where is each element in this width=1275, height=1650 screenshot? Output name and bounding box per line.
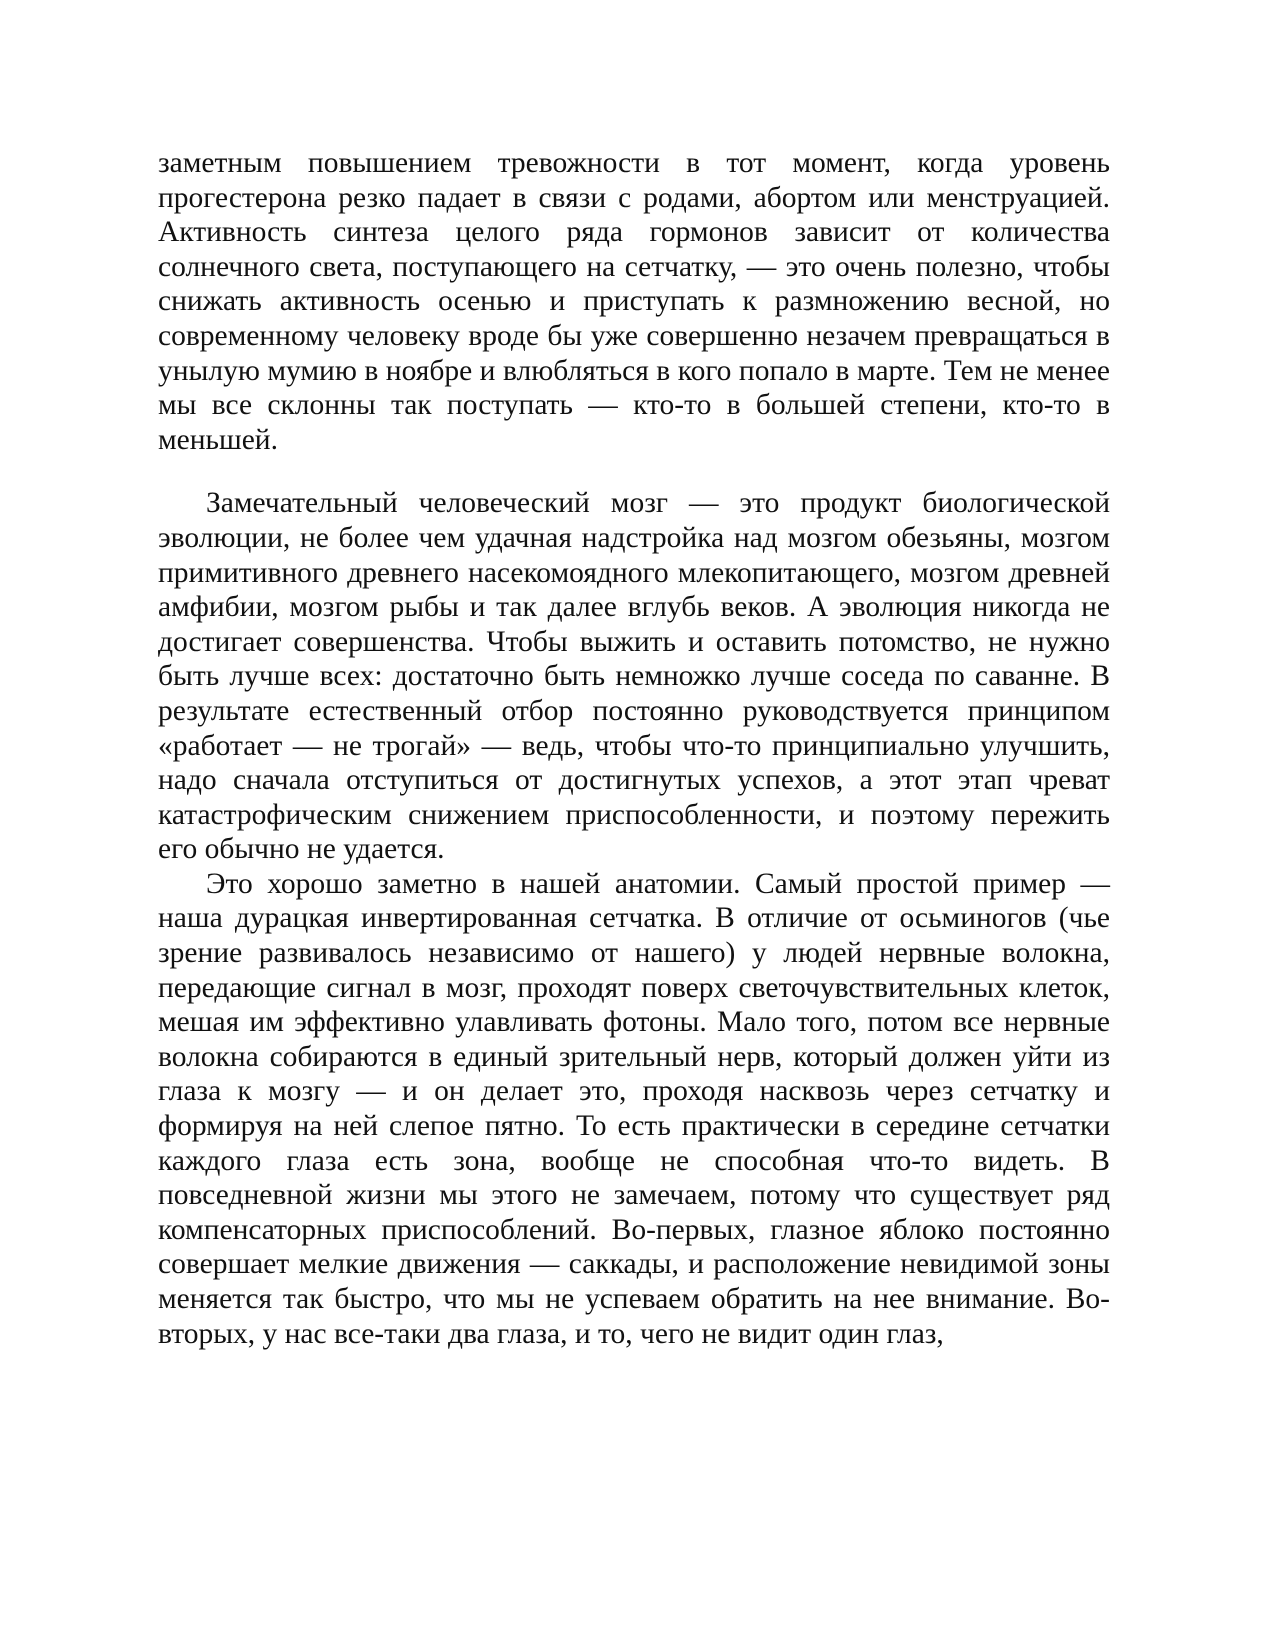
paragraph-1: заметным повышением тревожности в тот момент, когда уровень прогестерона резко падает в связи с родами, абортом или менструацией. Активность синтеза целого ряда гормонов зависит от количества солнечного света, поступающего на сетчатку, — это очень полезно, чтобы снижать активность осенью и приступать к размножению весной, но современному человеку вроде бы уже совершенно незачем превращаться в унылую мумию в ноябре и влюбляться в кого попало в марте. Тем не менее мы все склонны так поступать — кто-то в большей степени, кто-то в меньшей. [158, 147, 1110, 456]
paragraph-spacer [158, 457, 1110, 486]
paragraph-2: Замечательный человеческий мозг — это продукт биологической эволюции, не более чем удачная надстройка над мозгом обезьяны, мозгом примитивного древнего насекомоядного млекопитающего, мозгом древней амфибии, мозгом рыбы и так далее вглубь веков. А эволюция никогда не достигает совершенства. Чтобы выжить и оставить потомство, не нужно быть лучше всех: достаточно быть немножко лучше соседа по саванне. В результате естественный отбор постоянно руководствуется принципом «работает — не трогай» — ведь, чтобы что-то принципиально улучшить, надо сначала отступиться от достигнутых успехов, а этот этап чреват катастрофическим снижением приспособленности, и поэтому пережить его обычно не удается. [158, 487, 1110, 866]
body-text [158, 146, 1110, 1351]
paragraph-3: Это хорошо заметно в нашей анатомии. Самый простой пример — наша дурацкая инвертированная сетчатка. В отличие от осьминогов (чье зрение развивалось независимо от нашего) у людей нервные волокна, передающие сигнал в мозг, проходят поверх светочувствительных клеток, мешая им эффективно улавливать фотоны. Мало того, потом все нервные волокна собираются в единый зрительный нерв, который должен уйти из глаза к мозгу — и он делает это, проходя насквозь через сетчатку и формируя на ней слепое пятно. То есть практически в середине сетчатки каждого глаза есть зона, вообще не способная что-то видеть. В повседневной жизни мы этого не замечаем, потому что существует ряд компенсаторных приспособлений. Во-первых, глазное яблоко постоянно совершает мелкие движения — саккады, и расположение невидимой зоны меняется так быстро, что мы не успеваем обратить на нее внимание. Во-вторых, у нас все-таки два глаза, и то, чего не видит один глаз, [158, 867, 1110, 1350]
